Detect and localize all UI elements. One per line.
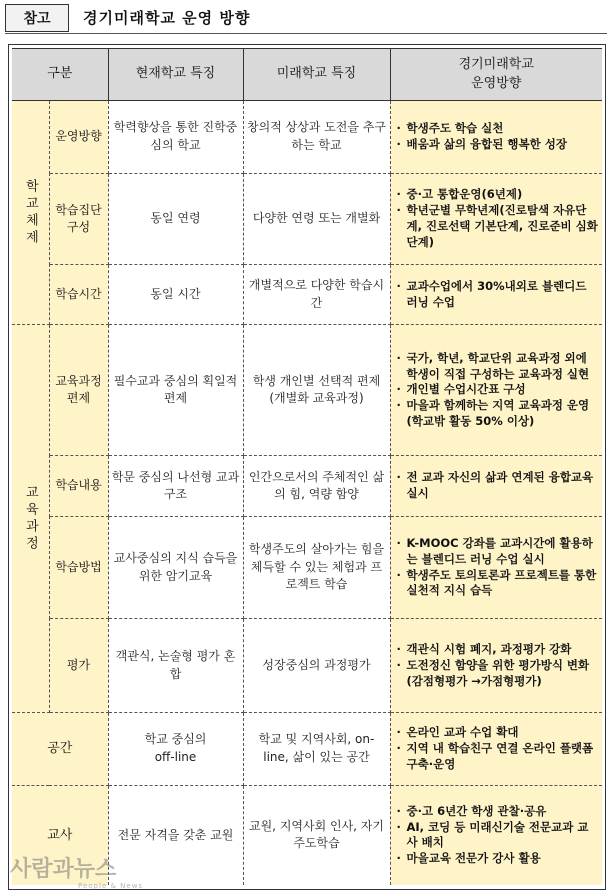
table-row — [12, 713, 602, 786]
list-item: · 중·고 통합운영(6년제) — [395, 187, 599, 203]
list-item: · K-MOOC 강좌를 교과시간에 활용하는 블렌디드 러닝 수업 실시 — [395, 536, 599, 568]
category-curriculum: 교육과정 — [12, 325, 49, 713]
list-item: · 국가, 학년, 학교단위 교육과정 외에 학생이 직접 구성하는 교육과정 실현 — [395, 351, 599, 383]
category-teacher: 교사 — [12, 785, 108, 885]
list-item: · 도전정신 함양을 위한 평가방식 변화(감점형평가 →가점형평가) — [395, 658, 599, 690]
sub-label: 평가 — [49, 619, 108, 713]
direction-cell — [390, 619, 602, 713]
header-direction: 경기미래학교 운영방향 — [390, 49, 602, 101]
list-item: · 학생주도 학습 실천 — [395, 121, 599, 137]
list-item: · 학년군별 무학년제(진로탐색 자유단계, 진로선택 기본단계, 진로준비 심화단계) — [395, 203, 599, 251]
list-item: · 배움과 삶의 융합된 행복한 성장 — [395, 137, 599, 153]
sub-label: 교육과정 편제 — [49, 325, 108, 456]
list-item: · 전 교과 자신의 삶과 연계된 융합교육 실시 — [395, 470, 599, 502]
header-row — [12, 49, 602, 101]
title-divider — [5, 33, 607, 34]
sub-label: 학습내용 — [49, 456, 108, 516]
direction-cell — [390, 173, 602, 264]
sub-label: 운영방향 — [49, 101, 108, 174]
list-item: · 마을교육 전문가 강사 활용 — [395, 851, 599, 867]
current-feature: 교사중심의 지식 습득을 위한 암기교육 — [108, 516, 243, 619]
future-feature: 교원, 지역사회 인사, 자기주도학습 — [243, 785, 390, 885]
table-row — [12, 325, 602, 456]
table-row — [12, 619, 602, 713]
table-row — [12, 101, 602, 174]
future-feature: 학생 개인별 선택적 편제 (개별화 교육과정) — [243, 325, 390, 456]
direction-cell — [390, 325, 602, 456]
direction-cell — [390, 785, 602, 885]
header-category: 구분 — [12, 49, 108, 101]
sub-label: 학습방법 — [49, 516, 108, 619]
list-item: · 온라인 교과 수업 확대 — [395, 725, 599, 741]
current-feature: 동일 시간 — [108, 265, 243, 325]
current-feature: 동일 연령 — [108, 173, 243, 264]
header-future: 미래학교 특징 — [243, 49, 390, 101]
sub-label: 학습시간 — [49, 265, 108, 325]
future-feature: 인간으로서의 주체적인 삶의 힘, 역량 함양 — [243, 456, 390, 516]
current-feature: 학교 중심의 off-line — [108, 713, 243, 786]
list-item: · 마을과 함께하는 지역 교육과정 운영(학교밖 활동 50% 이상) — [395, 398, 599, 430]
list-item: · 중·고 6년간 학생 관찰·공유 — [395, 804, 599, 820]
comparison-table — [12, 48, 602, 885]
future-feature: 개별적으로 다양한 학습시간 — [243, 265, 390, 325]
list-item: · 지역 내 학습친구 연결 온라인 플랫폼 구축·운영 — [395, 741, 599, 773]
future-feature: 다양한 연령 또는 개별화 — [243, 173, 390, 264]
direction-cell — [390, 516, 602, 619]
direction-cell — [390, 456, 602, 516]
future-feature: 창의적 상상과 도전을 추구하는 학교 — [243, 101, 390, 174]
page-title: 경기미래학교 운영 방향 — [83, 9, 251, 27]
category-space: 공간 — [12, 713, 108, 786]
list-item: · 개인별 수업시간표 구성 — [395, 382, 599, 398]
watermark-logo — [10, 852, 210, 892]
current-feature: 전문 자격을 갖춘 교원 — [108, 785, 243, 885]
table-row — [12, 173, 602, 264]
table-frame — [8, 44, 606, 890]
current-feature: 필수교과 중심의 획일적 편제 — [108, 325, 243, 456]
title-bar — [5, 4, 605, 32]
direction-cell — [390, 713, 602, 786]
future-feature: 학교 및 지역사회, on-line, 삶이 있는 공간 — [243, 713, 390, 786]
list-item: · AI, 코딩 등 미래신기술 전문교과 교사 배치 — [395, 820, 599, 852]
watermark-subtext: People & News — [78, 882, 144, 890]
header-current: 현재학교 특징 — [108, 49, 243, 101]
reference-tag: 참고 — [5, 4, 69, 32]
list-item: · 객관식 시험 폐지, 과정평가 강화 — [395, 642, 599, 658]
current-feature: 객관식, 논술형 평가 혼합 — [108, 619, 243, 713]
current-feature: 학문 중심의 나선형 교과 구조 — [108, 456, 243, 516]
current-feature: 학력향상을 통한 진학중심의 학교 — [108, 101, 243, 174]
table-row — [12, 516, 602, 619]
category-school-system: 학교체제 — [12, 101, 49, 325]
table-row — [12, 456, 602, 516]
table-row — [12, 265, 602, 325]
direction-cell — [390, 265, 602, 325]
direction-cell — [390, 101, 602, 174]
watermark-text: 사람과뉴스 — [10, 857, 117, 882]
future-feature: 성장중심의 과정평가 — [243, 619, 390, 713]
list-item: · 학생주도 토의토론과 프로젝트를 통한 실천적 지식 습득 — [395, 568, 599, 600]
list-item: · 교과수업에서 30%내외로 블렌디드 러닝 수업 — [395, 279, 599, 311]
future-feature: 학생주도의 살아가는 힘을 체득할 수 있는 체험과 프로젝트 학습 — [243, 516, 390, 619]
sub-label: 학습집단 구성 — [49, 173, 108, 264]
